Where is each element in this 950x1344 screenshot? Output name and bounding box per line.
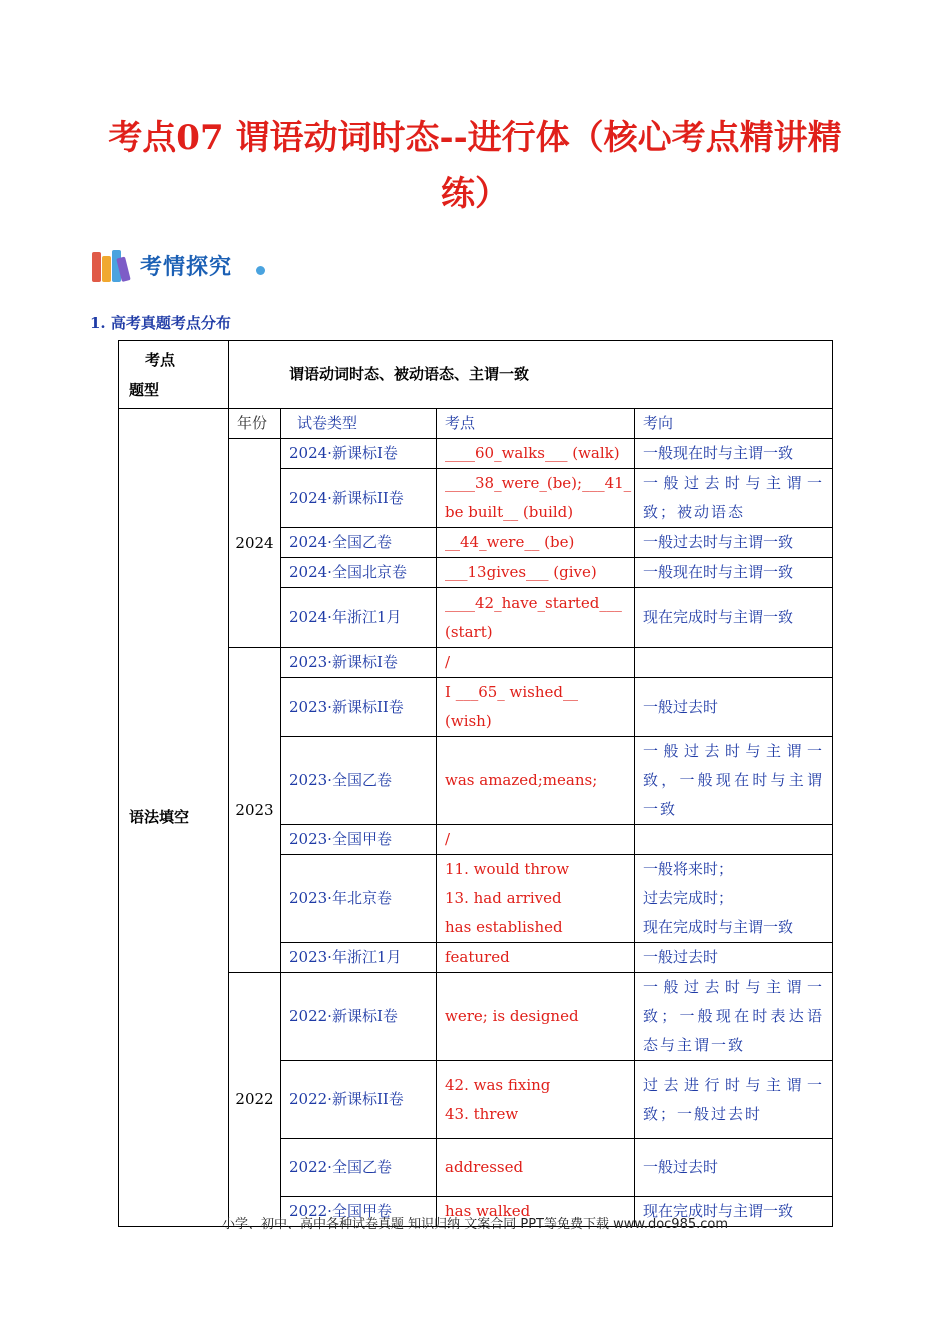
direction-cell bbox=[635, 678, 833, 737]
paper-cell bbox=[281, 1139, 437, 1197]
direction-line: 一般将来时； bbox=[643, 860, 734, 878]
point-cell bbox=[437, 1061, 635, 1139]
direction-cell bbox=[635, 439, 833, 469]
point-line: 11. would throw bbox=[445, 860, 570, 878]
direction-text: 现在完成时与主谓一致 bbox=[643, 608, 794, 626]
paper-cell bbox=[281, 973, 437, 1061]
year-column-header-label: 年份 bbox=[237, 414, 268, 432]
point-line: has walked bbox=[445, 1202, 531, 1220]
point-cell bbox=[437, 1139, 635, 1197]
point-line: 42. was fixing bbox=[445, 1075, 551, 1094]
direction-column-header bbox=[635, 409, 833, 439]
point-line: addressed bbox=[445, 1158, 524, 1176]
year-label: 2023 bbox=[235, 800, 274, 819]
paper-cell bbox=[281, 1061, 437, 1139]
paper-cell bbox=[281, 737, 437, 825]
point-cell bbox=[437, 439, 635, 469]
paper-label: 2024·年浙江1月 bbox=[289, 608, 402, 626]
point-line: ____42_have_started___ bbox=[445, 593, 622, 612]
paper-label: 2022·全国甲卷 bbox=[289, 1202, 392, 1220]
year-label: 2024 bbox=[235, 533, 274, 552]
direction-text: 一般过去时与主谓一致，一般现在时与主谓一致 bbox=[643, 742, 825, 818]
point-cell bbox=[437, 943, 635, 973]
document-title bbox=[90, 110, 860, 222]
direction-cell bbox=[635, 648, 833, 678]
point-column-header bbox=[437, 409, 635, 439]
direction-text: 一般现在时与主谓一致 bbox=[643, 563, 794, 581]
year-cell bbox=[229, 648, 281, 973]
section-logo bbox=[92, 246, 292, 286]
page-footer: 小学、初中、高中各种试卷真题 知识归纳 文案合同 PPT等免费下载 www.doc985.com bbox=[221, 1217, 729, 1232]
dot-icon bbox=[256, 266, 265, 275]
point-line: ____60_walks___ (walk) bbox=[445, 444, 620, 462]
paper-cell bbox=[281, 588, 437, 648]
question-type-label: 语法填空 bbox=[129, 808, 190, 826]
books-icon bbox=[92, 250, 134, 282]
paper-label: 2024·新课标I卷 bbox=[289, 444, 398, 462]
point-cell bbox=[437, 648, 635, 678]
section-subheading: 1. 高考真题考点分布 bbox=[90, 314, 231, 332]
point-line: was amazed;means; bbox=[445, 771, 598, 789]
direction-line: 过去完成时； bbox=[643, 889, 734, 907]
paper-label: 2023·新课标I卷 bbox=[289, 653, 398, 671]
paper-cell bbox=[281, 943, 437, 973]
point-line: featured bbox=[445, 948, 510, 966]
point-line: 43. threw bbox=[445, 1104, 519, 1123]
point-line: (start) bbox=[445, 622, 493, 641]
paper-label: 2022·全国乙卷 bbox=[289, 1158, 392, 1176]
year-cell bbox=[229, 973, 281, 1227]
point-line: be built__ (build) bbox=[445, 503, 574, 521]
direction-cell bbox=[635, 825, 833, 855]
paper-label: 2023·年浙江1月 bbox=[289, 948, 402, 966]
year-column-header bbox=[229, 409, 281, 439]
paper-cell bbox=[281, 678, 437, 737]
direction-text: 一般过去时与主谓一致；一般现在时表达语态与主谓一致 bbox=[643, 978, 825, 1054]
direction-cell bbox=[635, 1139, 833, 1197]
paper-label: 2023·新课标II卷 bbox=[289, 697, 404, 716]
point-cell bbox=[437, 678, 635, 737]
point-line: / bbox=[445, 653, 451, 671]
direction-column-header-label: 考向 bbox=[643, 414, 674, 432]
table-header-row bbox=[119, 341, 833, 409]
direction-cell bbox=[635, 943, 833, 973]
point-cell bbox=[437, 973, 635, 1061]
point-line: __44_were__ (be) bbox=[445, 533, 575, 551]
paper-label: 2023·全国甲卷 bbox=[289, 830, 392, 848]
point-line: / bbox=[445, 830, 451, 848]
paper-column-header bbox=[281, 409, 437, 439]
point-line: ____38_were_(be);___41_ bbox=[445, 474, 632, 492]
direction-cell bbox=[635, 1061, 833, 1139]
paper-label: 2023·年北京卷 bbox=[289, 889, 392, 907]
point-cell bbox=[437, 825, 635, 855]
point-line: has established bbox=[445, 918, 563, 936]
topic-label: 谓语动词时态、被动语态、主谓一致 bbox=[289, 365, 530, 383]
corner-top-label: 考点 bbox=[145, 350, 176, 369]
direction-cell bbox=[635, 855, 833, 943]
direction-text: 一般过去时 bbox=[643, 697, 719, 716]
paper-label: 2022·新课标I卷 bbox=[289, 1007, 398, 1025]
corner-header-cell bbox=[119, 341, 229, 409]
paper-label: 2024·全国北京卷 bbox=[289, 563, 407, 581]
section-logo-text: 考情探究 bbox=[140, 255, 233, 280]
direction-cell bbox=[635, 528, 833, 558]
paper-label: 2024·新课标II卷 bbox=[289, 488, 404, 507]
paper-cell bbox=[281, 648, 437, 678]
direction-cell bbox=[635, 588, 833, 648]
paper-cell bbox=[281, 439, 437, 469]
direction-cell bbox=[635, 558, 833, 588]
point-cell bbox=[437, 855, 635, 943]
direction-cell bbox=[635, 469, 833, 528]
paper-label: 2023·全国乙卷 bbox=[289, 771, 392, 789]
topic-header-cell bbox=[229, 341, 833, 409]
direction-cell bbox=[635, 737, 833, 825]
paper-cell bbox=[281, 558, 437, 588]
paper-column-header-label: 试卷类型 bbox=[297, 414, 358, 432]
corner-bottom-label: 题型 bbox=[129, 380, 160, 399]
direction-text: 一般过去时 bbox=[643, 948, 719, 966]
year-label: 2022 bbox=[235, 1090, 274, 1108]
point-line: ___13gives___ (give) bbox=[445, 563, 597, 581]
direction-text: 一般过去时与主谓一致；被动语态 bbox=[643, 474, 825, 521]
year-cell bbox=[229, 439, 281, 648]
point-line: 13. had arrived bbox=[445, 889, 562, 907]
direction-text: 一般过去时与主谓一致 bbox=[643, 533, 794, 551]
title-line-1: 考点07 谓语动词时态--进行体（核心考点精讲精 bbox=[108, 118, 842, 158]
paper-cell bbox=[281, 469, 437, 528]
point-cell bbox=[437, 528, 635, 558]
paper-cell bbox=[281, 825, 437, 855]
point-line: I ___65_ wished__ (wish) bbox=[445, 683, 579, 730]
paper-cell bbox=[281, 528, 437, 558]
exam-distribution-table bbox=[118, 340, 833, 1227]
direction-text: 现在完成时与主谓一致 bbox=[643, 1202, 794, 1220]
direction-text: 一般过去时 bbox=[643, 1158, 719, 1176]
paper-label: 2024·全国乙卷 bbox=[289, 533, 392, 551]
paper-label: 2022·新课标II卷 bbox=[289, 1090, 404, 1108]
direction-text: 一般现在时与主谓一致 bbox=[643, 444, 794, 462]
point-cell bbox=[437, 588, 635, 648]
point-cell bbox=[437, 558, 635, 588]
column-header-row bbox=[119, 409, 833, 439]
direction-line: 现在完成时与主谓一致 bbox=[643, 918, 794, 936]
title-line-2: 练） bbox=[441, 174, 509, 214]
direction-text: 过去进行时与主谓一致；一般过去时 bbox=[643, 1075, 825, 1123]
point-cell bbox=[437, 469, 635, 528]
direction-cell bbox=[635, 973, 833, 1061]
point-line: were; is designed bbox=[445, 1007, 579, 1025]
question-type-cell bbox=[119, 409, 229, 1227]
point-column-header-label: 考点 bbox=[445, 414, 476, 432]
paper-cell bbox=[281, 855, 437, 943]
point-cell bbox=[437, 737, 635, 825]
